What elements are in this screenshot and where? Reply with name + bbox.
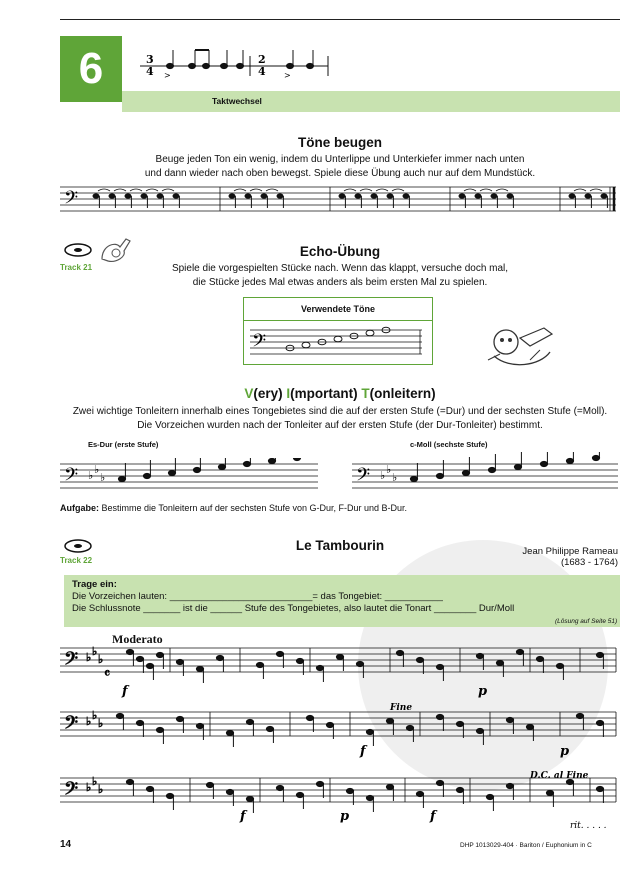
slur: [114, 189, 126, 191]
used-tones-staff: [250, 326, 426, 358]
bend-note: [173, 193, 180, 198]
svg-text:D.C. al Fine: D.C. al Fine: [530, 771, 589, 781]
score-note: [126, 649, 133, 654]
track-21-label: Track 21: [60, 263, 93, 272]
slur: [392, 189, 404, 191]
svg-text:rit. . . . .: rit. . . . .: [570, 821, 607, 831]
bend-note: [491, 193, 498, 198]
scale-note: [566, 458, 573, 463]
svg-text:>: >: [164, 71, 171, 80]
score-note: [476, 728, 483, 733]
flat: ♭: [92, 709, 98, 722]
scale-note: [462, 470, 469, 475]
score-note: [226, 730, 233, 735]
score-note: [516, 649, 523, 654]
slur: [250, 189, 262, 191]
c-moll-staff: [352, 452, 622, 492]
scale-note: [436, 473, 443, 478]
score-note: [456, 787, 463, 792]
bend-note: [601, 193, 608, 198]
svg-text:♭: ♭: [386, 463, 392, 476]
flat: ♭: [92, 775, 98, 788]
svg-text:♭: ♭: [94, 463, 100, 476]
score-note: [576, 713, 583, 718]
slur: [146, 189, 158, 191]
tempo-marking: Moderato: [112, 632, 163, 646]
svg-text:𝄢: 𝄢: [356, 465, 371, 490]
slur: [496, 189, 508, 191]
cartoon-illustration: [480, 320, 560, 370]
bend-note: [141, 193, 148, 198]
echo-text: Spiele die vorgespielten Stücke nach. Wenn das klappt, versuche doch mal, die Stücke jedes Mal etwas anders als beim ersten Mal zu spielen.: [171, 263, 509, 288]
solution-hint: (Lösung auf Seite 51): [555, 618, 618, 625]
score-note: [166, 793, 173, 798]
svg-text:f: f: [430, 809, 436, 824]
score-note: [316, 665, 323, 670]
tambourin-title: Le Tambourin: [295, 538, 385, 553]
bend-note: [93, 193, 100, 198]
slur: [360, 189, 372, 191]
page-number: 14: [60, 839, 72, 850]
svg-text:𝄢: 𝄢: [64, 188, 79, 213]
fill-in-box: Trage ein: Die Vorzeichen lauten: ___________________________= das Tongebiet: ___________ Die Schlussnote _______ ist die ______ Stufe des Tongebietes, also lautet die Tonart ________ Dur/Moll: [64, 575, 620, 627]
vit-text: Zwei wichtige Tonleitern innerhalb eines Tongebietes sind die auf der ersten Stufe (=Dur) und der sechsten Stufe (=Moll). Die Vorzeichen wurden nach der Tonleiter auf der ersten Stufe (der Dur-Tonleiter) bestimmt.: [72, 406, 608, 431]
exercise-number: 6: [60, 36, 122, 102]
svg-text:4: 4: [146, 65, 154, 78]
score-note: [196, 723, 203, 728]
scale-note: [514, 464, 521, 469]
score-note: [386, 784, 393, 789]
svg-text:𝄴: 𝄴: [104, 666, 111, 682]
bend-note: [585, 193, 592, 198]
score-note: [436, 714, 443, 719]
svg-text:3: 3: [146, 53, 154, 66]
score-note: [366, 795, 373, 800]
score-note: [456, 721, 463, 726]
toene-staff: [60, 183, 620, 215]
es-dur-label: Es-Dur (erste Stufe): [88, 440, 159, 449]
bend-note: [229, 193, 236, 198]
top-rule: [60, 19, 620, 20]
track-22-label: Track 22: [60, 556, 93, 565]
score-note: [476, 653, 483, 658]
bend-note: [109, 193, 116, 198]
scale-note: [118, 476, 125, 481]
svg-text:p: p: [340, 809, 350, 824]
score-note: [396, 650, 403, 655]
flat: ♭: [98, 717, 104, 730]
score-note: [256, 662, 263, 667]
header-band: [122, 91, 620, 112]
slur: [130, 189, 142, 191]
score-note: [536, 656, 543, 661]
slur: [98, 189, 110, 191]
score-note: [416, 791, 423, 796]
svg-text:2: 2: [258, 53, 266, 66]
scale-note: [143, 473, 150, 478]
scale-note: [293, 458, 300, 461]
slur: [574, 189, 586, 191]
svg-text:♭: ♭: [380, 469, 386, 482]
score-note: [176, 659, 183, 664]
score-note: [196, 666, 203, 671]
echo-title: Echo-Übung: [299, 244, 381, 259]
score-note: [436, 664, 443, 669]
slur: [234, 189, 246, 191]
flat: ♭: [86, 715, 92, 728]
footer-info: DHP 1013029-404 · Bariton / Euphonium in C: [460, 842, 592, 849]
score-note: [596, 652, 603, 657]
svg-text:p: p: [478, 684, 488, 699]
bend-note: [459, 193, 466, 198]
score-note: [156, 652, 163, 657]
toene-title: Töne beugen: [298, 135, 382, 150]
vit-title: V(ery) I(mportant) T(onleitern): [244, 386, 436, 401]
bend-note: [475, 193, 482, 198]
score-note: [416, 657, 423, 662]
score-note: [596, 720, 603, 725]
bend-note: [261, 193, 268, 198]
es-dur-staff: [60, 458, 330, 492]
scale-note: [243, 461, 250, 466]
score-note: [276, 651, 283, 656]
scale-note: [488, 467, 495, 472]
bend-note: [339, 193, 346, 198]
score-note: [556, 663, 563, 668]
flat: ♭: [98, 653, 104, 666]
score-note: [306, 715, 313, 720]
flat: ♭: [86, 651, 92, 664]
svg-text:>: >: [284, 71, 291, 80]
score-note: [526, 724, 533, 729]
svg-text:𝄢: 𝄢: [64, 465, 79, 490]
scale-note: [168, 470, 175, 475]
composer: Jean Philippe Rameau (1683 - 1764): [522, 546, 618, 568]
score-note: [266, 726, 273, 731]
flat: ♭: [86, 781, 92, 794]
score-note: [146, 663, 153, 668]
slur: [344, 189, 356, 191]
slur: [464, 189, 476, 191]
score-note: [506, 717, 513, 722]
flat: ♭: [92, 645, 98, 658]
score-note: [126, 779, 133, 784]
score-note: [326, 722, 333, 727]
score-note: [346, 788, 353, 793]
bend-note: [125, 193, 132, 198]
score-note: [246, 796, 253, 801]
svg-text:4: 4: [258, 65, 266, 78]
score-note: [296, 658, 303, 663]
slur: [162, 189, 174, 191]
bend-note: [403, 193, 410, 198]
bend-note: [277, 193, 284, 198]
svg-text:f: f: [240, 809, 246, 824]
score-note: [226, 789, 233, 794]
slur: [266, 189, 278, 191]
score-note: [546, 790, 553, 795]
svg-text:𝄢: 𝄢: [252, 331, 267, 356]
scale-note: [268, 458, 275, 463]
score-note: [496, 660, 503, 665]
bend-note: [387, 193, 394, 198]
bend-note: [371, 193, 378, 198]
svg-text:♭: ♭: [100, 471, 106, 484]
score-note: [386, 718, 393, 723]
svg-text:♭: ♭: [392, 471, 398, 484]
slur: [376, 189, 388, 191]
score-note: [316, 781, 323, 786]
svg-text:f: f: [122, 684, 128, 699]
bend-note: [507, 193, 514, 198]
aufgabe: Aufgabe: Bestimme die Tonleitern auf der sechsten Stufe von G-Dur, F-Dur und B-Dur.: [60, 503, 407, 513]
flat: ♭: [98, 783, 104, 796]
score-note: [596, 786, 603, 791]
svg-text:f: f: [360, 744, 366, 759]
score-note: [156, 727, 163, 732]
used-tones-title: Verwendete Töne: [244, 298, 432, 321]
bass-clef: 𝄢: [64, 779, 79, 804]
score-note: [206, 782, 213, 787]
score-note: [246, 719, 253, 724]
score-note: [296, 792, 303, 797]
svg-text:p: p: [560, 744, 570, 759]
score-note: [276, 785, 283, 790]
score-note: [366, 729, 373, 734]
scale-note: [193, 467, 200, 472]
score-note: [356, 661, 363, 666]
score-note: [336, 654, 343, 659]
rhythm-staff: [140, 44, 330, 80]
bass-clef: 𝄢: [64, 649, 79, 674]
svg-text:Fine: Fine: [390, 703, 413, 713]
score-note: [486, 794, 493, 799]
bend-note: [157, 193, 164, 198]
bend-note: [355, 193, 362, 198]
score-note: [116, 713, 123, 718]
used-tones-box: [243, 297, 433, 365]
score-note: [506, 783, 513, 788]
tambourin-score: [60, 640, 620, 832]
svg-text:♭: ♭: [88, 469, 94, 482]
toene-text: Beuge jeden Ton ein wenig, indem du Unterlippe und Unterkiefer immer nach unten und dann wieder nach oben bewegst. Spiele diese Übung auch nur auf dem Mundstück.: [144, 154, 536, 179]
bend-note: [245, 193, 252, 198]
scale-note: [592, 455, 599, 460]
bass-clef: 𝄢: [64, 713, 79, 738]
scale-note: [410, 476, 417, 481]
score-note: [136, 720, 143, 725]
bend-note: [569, 193, 576, 198]
score-note: [136, 656, 143, 661]
scale-note: [218, 464, 225, 469]
score-note: [406, 725, 413, 730]
score-note: [176, 716, 183, 721]
band-label: Taktwechsel: [212, 96, 262, 106]
score-note: [436, 780, 443, 785]
score-note: [216, 655, 223, 660]
score-note: [146, 786, 153, 791]
slur: [590, 189, 602, 191]
c-moll-label: c-Moll (sechste Stufe): [410, 440, 488, 449]
scale-note: [540, 461, 547, 466]
slur: [480, 189, 492, 191]
